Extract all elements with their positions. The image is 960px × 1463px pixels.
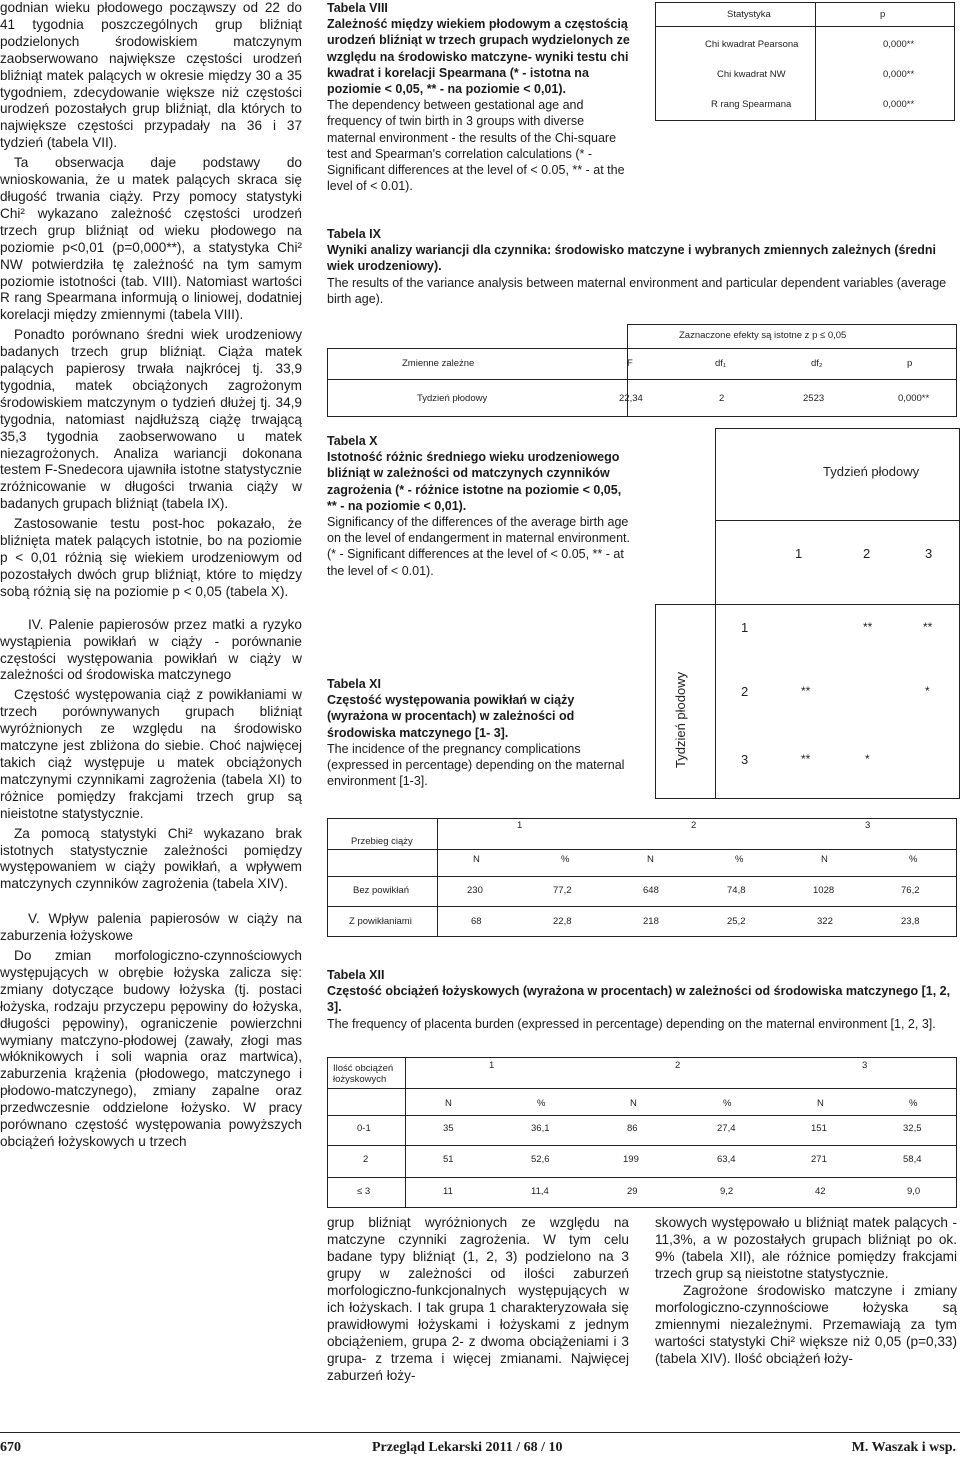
paragraph: godnian wieku płodowego począwszy od 22 do 41 tygodnia poszczególnych grup bliźniąt podzielonych środowiskiem matczynym zaobserwowano największe częstości urodzeń bliźniąt matek palących w okresie między 30 a 35 tygodniem, zdecydowanie większe niż częstości urodzeń pozostałych grup bliźniąt, dla których to największe częstości przypadały na 36 i 37 tydzień (tabela VII). [0,0,302,151]
table-title-pl: Zależność między wiekiem płodowym a częstością urodzeń bliźniąt w trzech grupach wydzielonych ze względu na środowisko matczyne- wyniki testu chi kwadrat i korelacji Spearmana (* - istotna na poziomie < 0,05, ** - na poziomie < 0,01). [327,17,630,97]
table-header: F [627,358,633,369]
table-cell: Chi kwadrat Pearsona [705,39,799,50]
table8 [655,2,955,120]
table8-caption [327,0,632,194]
table-title-pl: Wyniki analizy wariancji dla czynnika: środowisko matczyne i wybranych zmiennych zależnych (średni wiek urodzeniowy). [327,243,936,274]
table-cell: * [925,684,930,698]
table-title-en: The results of the variance analysis between maternal environment and particular dependent variables (average birth age). [327,275,947,306]
table-header: Zmienne zależne [402,358,475,369]
table-cell: 36,1 [531,1123,550,1134]
table-row-title: Tydzień płodowy [673,671,688,768]
table-header: N [817,1098,824,1109]
table-cell: 27,4 [717,1123,736,1134]
table-header: % [723,1098,732,1109]
table-cell: 11 [443,1186,453,1197]
table-cell: 86 [627,1123,638,1134]
paragraph: Ta obserwacja daje podstawy do wnioskowania, że u matek palących skraca się długość trwania ciąży. Przy pomocy statystyki Chi² wykazano zależność częstości urodzeń trzech grup bliźniąt od wieku płodowego na poziomie p<0,01 (p=0,000**), a statystyka Chi² NW potwierdziła tę zależność na tym samym poziomie istotności (tab. VIII). Natomiast wartości R rang Spearmana informują o liniowej, dodatniej korelacji między zmiennymi (tabela VIII). [0,155,302,323]
left-text-column [0,0,302,1154]
table-cell: 42 [815,1186,826,1197]
table-header: 1 [795,546,803,561]
table-label: Tabela X [327,434,378,448]
table-row-label: 3 [741,752,749,767]
table-cell: 2 [719,393,725,404]
table-row-label: Bez powikłań [353,885,409,896]
table-header: 2 [691,820,697,831]
table-header: p [880,9,886,20]
table9-caption [327,226,957,307]
bottom-middle-text [327,1214,629,1384]
table-title-en: Significancy of the differences of the average birth age on the level of endangerment in maternal environment. (* - Significant differences at the level of < 0.05, ** - at the level of < 0.01). [327,515,630,578]
table-cell: 74,8 [727,885,746,896]
journal-name: Przegląd Lekarski 2011 / 68 / 10 [372,1440,563,1455]
table-header: df₁ [715,358,727,369]
table-header: 1 [517,820,523,831]
table-header: 3 [865,820,871,831]
table-cell: 0,000** [883,99,915,110]
table-header: N [647,854,654,865]
table-header: Statystyka [727,9,771,20]
table-header: % [909,854,918,865]
table-cell: 32,5 [903,1123,922,1134]
table-header: 1 [489,1060,495,1071]
paragraph: Zastosowanie testu post-hoc pokazało, że bliźnięta matek palących istotnie, bo na poziomie p < 0,01 różnią się wiekiem urodzeniowym od pozostałych dwóch grup bliźniąt, które to między sobą różnią się na poziomie p < 0,05 (tabela X). [0,516,302,599]
table-corner: Ilość obciążeń łożyskowych [333,1063,394,1085]
table-cell: 51 [443,1154,454,1165]
table-cell: 29 [627,1186,638,1197]
table-row-label: 2 [741,684,749,699]
table-cell: 1028 [813,885,835,896]
paragraph: Ponadto porównano średni wiek urodzeniowy badanych trzech grup bliźniąt. Ciąża matek palących papierosy trwała najkrócej tj. 33,9 tygodnia, matek obciążonych zagrożonym środowiskiem matczynym o tydzień dłużej tj. 34,9 tygodnia, natomiast najdłuższą ciążę trwającą 35,3 tygodnia zaobserwowano u matek niezagrożonych. Analiza wariancji dokonana testem F-Snedecora ujawniła istotne statystycznie zróżnicowanie w długości trwania ciąży w badanych grupach bliźniąt (tabela IX). [0,327,302,512]
paragraph: grup bliźniąt wyróżnionych ze względu na matczyne czynniki zagrożenia. W tym celu badane typy bliźniąt (1, 2, 3) podzielono na 3 grupy w zależności od ilości zaburzeń morfologiczno-funkcjonalnych występujących w ich łożyskach. I tak grupa 1 charakteryzowała się prawidłowymi łożyskami i łożyskami z jednym obciążeniem, grupa 2- z dwoma obciążeniami i 3 grupa- z trzema i więcej zmianami. Najwięcej zaburzeń łoży- [327,1215,629,1383]
table-label: Tabela XI [327,677,381,691]
table-title-en: The incidence of the pregnancy complications (expressed in percentage) depending on the maternal environment [1-3]. [327,741,625,789]
table-cell: * [865,752,870,766]
section-heading: V. Wpływ palenia papierosów w ciąży na zaburzenia łożyskowe [0,911,302,944]
table-cell: ** [923,620,933,634]
table-cell: 25,2 [727,916,746,927]
table-cell: ** [863,620,873,634]
table-header: Tydzień płodowy [823,464,920,479]
table-cell: 63,4 [717,1154,736,1165]
table-label: Tabela XII [327,968,385,982]
table-header: % [537,1098,546,1109]
table-cell: 9,2 [720,1186,734,1197]
paragraph: Za pomocą statystyki Chi² wykazano brak istotnych statystycznie zależności pomiędzy występowaniem w ciąży powikłań, a wpływem matczynych czynników zagrożenia (tabela XIV). [0,825,302,892]
table-cell: 22,8 [553,916,572,927]
table-cell: 151 [811,1123,827,1134]
table-cell: R rang Spearmana [711,99,792,110]
table10-caption [327,433,632,579]
table-cell: 199 [623,1154,639,1165]
table12-last-row [327,1177,957,1207]
table-cell: 0,000** [883,39,915,50]
table-note: Zaznaczone efekty są istotne z p ≤ 0,05 [679,330,847,341]
table-cell: 9,0 [907,1186,921,1197]
table-cell: 58,4 [903,1154,922,1165]
table-header: N [630,1098,637,1109]
table-header: N [821,854,828,865]
table12-caption [327,967,957,1032]
table-row-label: 2 [363,1154,369,1165]
table11 [327,818,957,936]
table-cell: 11,4 [531,1186,549,1197]
table-title-pl: Istotność różnic średniego wieku urodzeniowego bliźniąt w zależności od matczynych czynników zagrożenia (* - różnice istotne na poziomie < 0,05, ** - na poziomie < 0,01). [327,450,622,513]
table-header: % [735,854,744,865]
table-header: df₂ [811,358,823,369]
table-cell: ** [801,684,811,698]
table-header: p [907,358,913,369]
table-row-label: 1 [741,620,749,635]
table-header: N [473,854,480,865]
table-header: 2 [863,546,871,561]
table-cell: 230 [467,885,483,896]
table-header: 2 [675,1060,681,1071]
table-header: 3 [862,1060,868,1071]
table10 [655,428,960,798]
authors: M. Waszak i wsp. [851,1440,956,1455]
paragraph: Zagrożone środowisko matczyne i zmiany morfologiczno-czynnościowe łożyska są zmiennymi niezależnymi. Przemawiają za tym wartości statystyki Chi² większe niż 0,05 (p=0,33) (tabela XIV). Ilość obciążeń łoży- [655,1283,957,1366]
table-cell: Chi kwadrat NW [717,69,786,80]
table-corner: Przebieg ciąży [351,836,413,847]
table-cell: 218 [643,916,659,927]
table-title-pl: Częstość występowania powikłań w ciąży (wyrażona w procentach) w zależności od środowiska matczynego [1- 3]. [327,693,575,740]
table-cell: 2523 [803,393,825,404]
table-row-label: ≤ 3 [357,1186,371,1197]
section-heading: IV. Palenie papierosów przez matki a ryzyko wystąpienia powikłań w ciąży - porównanie częstości występowania powikłań w ciąży w zależności od środowiska matczynego [0,616,302,683]
table-title-en: The dependency between gestational age and frequency of twin birth in 3 groups with diverse maternal environment - the results of the Chi-square test and Spearman's correlation calculations (* - Significant differences at the level of < 0.05, ** - at the level of < 0.01). [327,98,625,194]
table-cell: 76,2 [901,885,920,896]
table-header: % [561,854,570,865]
paragraph: Do zmian morfologiczno-czynnościowych występujących w obrębie łożyska zalicza się: zmiany dotyczące budowy łożyska (tj. postaci łożyska, rodzaju przyczepu pępowiny do łożyska, długości pępowiny), ograniczenie powierzchni wymiany matczyno-płodowej (zawały, złogi mas włóknikowych i soli wapnia oraz martwica), zaburzenia krążenia (płodowego, matczynego i płodowo-matczynego), zmiany zapalne oraz przedwczesnie oddzielone łożysko. W pracy porównano częstość występowania powyższych obciążeń łożyskowych u trzech [0,948,302,1149]
table-cell: 35 [443,1123,454,1134]
page-number: 670 [0,1440,21,1455]
table-row-label: 0-1 [357,1123,371,1134]
page-footer [0,1438,960,1460]
table-cell: 68 [471,916,482,927]
table-cell: 52,6 [531,1154,550,1165]
table12 [327,1057,957,1177]
table-cell: ** [801,752,811,766]
table11-caption [327,676,632,789]
table-cell: 22,34 [619,393,643,404]
table-header: % [909,1098,918,1109]
table-cell: 77,2 [553,885,572,896]
paragraph: skowych występowało u bliźniąt matek palących - 11,3%, a w pozostałych grupach bliźniąt po ok. 9% (tabela XII), ale różnice pomiędzy frakcjami trzech grup są nieistotne statystycznie. [655,1215,957,1281]
table-row-label: Z powikłaniami [349,916,412,927]
table-cell: 23,8 [901,916,920,927]
table-cell: 0,000** [898,393,930,404]
table-label: Tabela VIII [327,1,388,15]
table-cell: 271 [811,1154,827,1165]
table-cell: 0,000** [883,69,915,80]
paragraph: Częstość występowania ciąż z powikłaniami w trzech porównywanych grupach bliźniąt wyróżnionych ze względu na środowisko matczyne jest zbliżona do siebie. Choć najwięcej takich ciąż występuje u matek obciążonych matczynymi czynnikami zagrożenia (tabela XI) to różnice pomiędzy frakcjami trzech grup są nieistotne statystycznie. [0,687,302,821]
table-title-en: The frequency of placenta burden (expressed in percentage) depending on the maternal environment [1, 2, 3]. [327,1016,936,1031]
table-header: N [445,1098,452,1109]
table9 [327,324,957,416]
table-cell: 322 [817,916,833,927]
table-title-pl: Częstość obciążeń łożyskowych (wyrażona w procentach) w zależności od środowiska matczynego [1, 2, 3]. [327,984,951,1015]
table-label: Tabela IX [327,227,381,241]
table-cell: 648 [643,885,659,896]
table-cell: Tydzień płodowy [417,393,488,404]
bottom-right-text [655,1214,957,1367]
table-header: 3 [925,546,933,561]
